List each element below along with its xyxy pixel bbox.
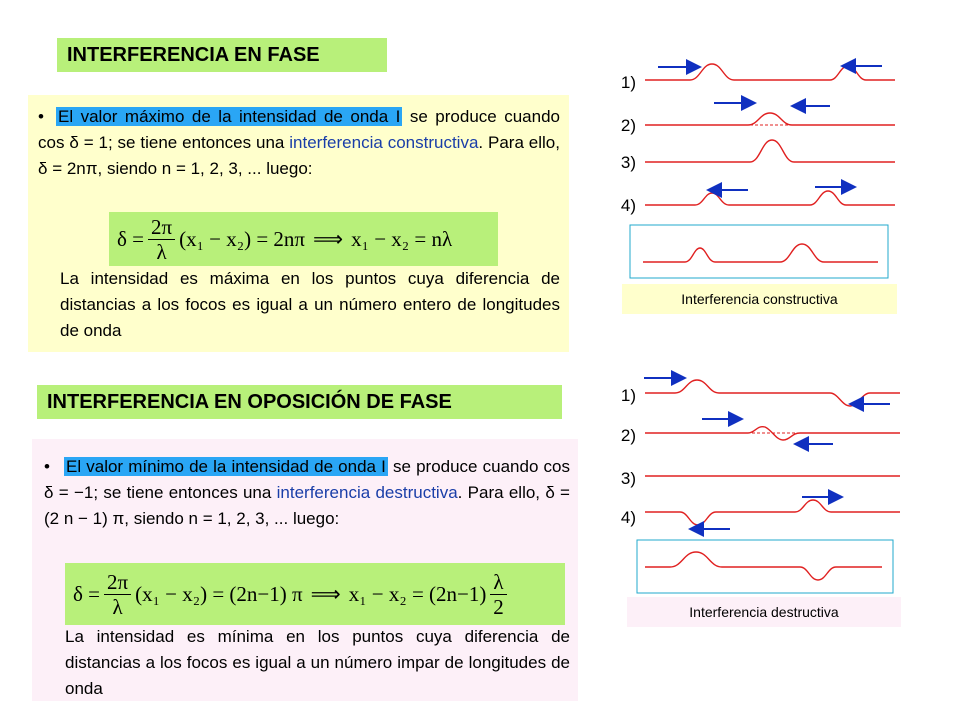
caption-destructive: Interferencia destructiva xyxy=(627,597,901,627)
step-label-2: 2) xyxy=(620,426,636,445)
section-title-destructive: INTERFERENCIA EN OPOSICIÓN DE FASE xyxy=(37,385,562,419)
eq-rhs-denominator: 2 xyxy=(493,594,504,619)
wave-constructive-result xyxy=(643,244,878,262)
destructive-conclusion: La intensidad es mínima en los puntos cuya diferencia de distancias a los focos es igual a un número impar de longitudes de onda xyxy=(65,627,570,698)
step-label-1: 1) xyxy=(620,386,636,405)
caption-constructive: Interferencia constructiva xyxy=(622,284,897,314)
pi-symbol: π xyxy=(85,159,98,178)
text-fragment: = 2n xyxy=(47,159,86,178)
eq-rhs: x₁ − x₂ = nλ xyxy=(351,226,453,251)
delta-symbol: δ xyxy=(44,483,54,502)
eq-numerator: 2π xyxy=(148,215,175,240)
eq-rhs-numerator: λ xyxy=(490,570,506,595)
eq-middle: (x₁ − x₂) = 2nπ xyxy=(179,226,306,251)
step-label-4: 4) xyxy=(620,196,636,215)
text-fragment: se produce cuando cos xyxy=(387,457,571,476)
text-fragment: = 1; se tiene entonces una xyxy=(78,133,290,152)
text-fragment: = −1; se tiene entonces una xyxy=(53,483,277,502)
text-fragment: = (2 n − 1) xyxy=(44,483,570,528)
step-label-3: 3) xyxy=(620,153,636,172)
text-fragment: se produce cuando cos xyxy=(38,107,560,152)
term-destructive: interferencia destructiva xyxy=(276,483,458,502)
bullet-mark: • xyxy=(38,107,44,126)
highlight-min-intensity: El valor mínimo de la intensidad de onda I xyxy=(66,457,386,476)
delta-symbol: δ xyxy=(38,159,48,178)
eq-lhs: δ = xyxy=(117,226,144,251)
term-constructive: interferencia constructiva xyxy=(289,133,479,152)
wave-constructive-4 xyxy=(645,191,895,205)
wave-destructive-1 xyxy=(645,380,900,406)
eq-numerator: 2π xyxy=(104,570,131,595)
constructive-conclusion: La intensidad es máxima en los puntos cuya diferencia de distancias a los focos es igual a un número entero de longitudes de onda xyxy=(60,269,560,340)
result-box-constructive xyxy=(630,225,888,278)
text-fragment: . Para ello, xyxy=(478,133,560,152)
wave-destructive-4 xyxy=(645,500,900,525)
delta-symbol: δ xyxy=(69,133,79,152)
delta-symbol: δ xyxy=(545,483,555,502)
eq-denominator: λ xyxy=(112,594,123,619)
implies-arrow: ⟹ xyxy=(310,581,341,606)
eq-middle: (x₁ − x₂) = (2n−1) π xyxy=(135,581,303,606)
step-label-3: 3) xyxy=(620,469,636,488)
step-label-2: 2) xyxy=(620,116,636,135)
eq-rhs: x₁ − x₂ = (2n−1) xyxy=(348,581,487,606)
bullet-mark: • xyxy=(44,457,50,476)
step-label-1: 1) xyxy=(620,73,636,92)
section-title-constructive: INTERFERENCIA EN FASE xyxy=(57,38,387,72)
implies-arrow: ⟹ xyxy=(313,226,344,251)
text-fragment: . Para ello, xyxy=(457,483,546,502)
wave-constructive-3 xyxy=(645,140,895,162)
text-fragment: , siendo n = 1, 2, 3, ... luego: xyxy=(97,159,313,178)
eq-denominator: λ xyxy=(156,239,167,264)
highlight-max-intensity: El valor máximo de la intensidad de onda I xyxy=(58,107,401,126)
wave-destructive-result xyxy=(645,552,882,580)
step-label-4: 4) xyxy=(620,508,636,527)
text-fragment: , siendo n = 1, 2, 3, ... luego: xyxy=(124,509,340,528)
wave-constructive-2 xyxy=(645,113,895,125)
pi-symbol: π xyxy=(112,509,125,528)
eq-lhs: δ = xyxy=(73,581,100,606)
